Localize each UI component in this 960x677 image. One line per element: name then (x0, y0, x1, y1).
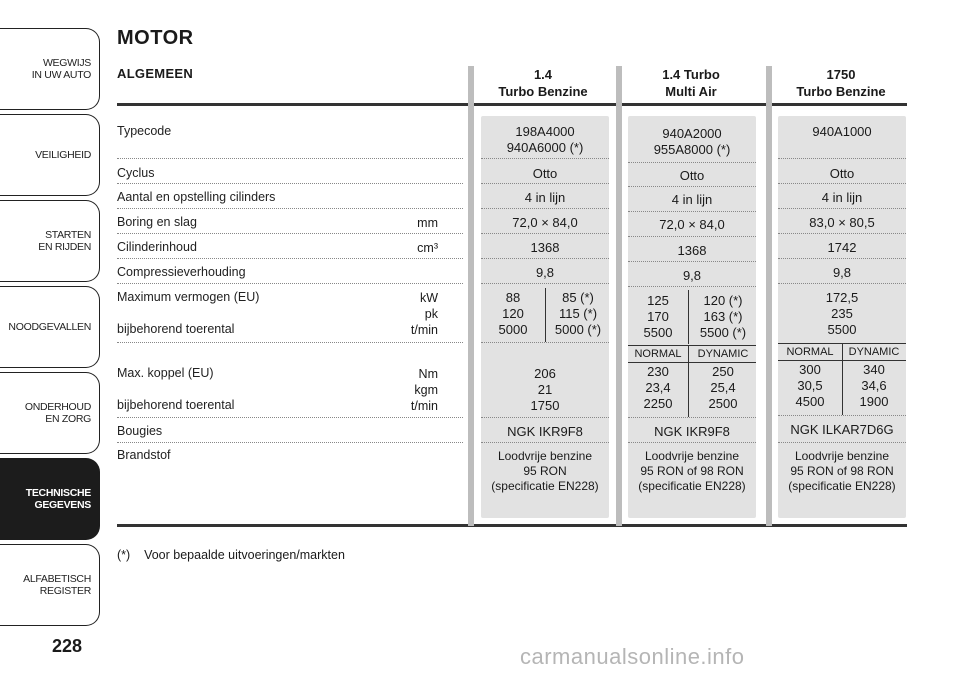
row-separator (117, 442, 463, 443)
row-label-inhoud: Cilinderinhoud (117, 240, 197, 254)
tab-noodgevallen[interactable]: NOODGEVALLEN (0, 286, 100, 368)
row-label-cilinders: Aantal en opstelling cilinders (117, 190, 276, 204)
row-unit-vermogen: kW pk t/min (410, 291, 438, 337)
cell-compressie-c2: 9,8 (682, 268, 702, 283)
tab-wegwijs[interactable]: WEGWIJS IN UW AUTO (0, 28, 100, 110)
cell-separator (778, 158, 906, 159)
tab-register[interactable]: ALFABETISCH REGISTER (0, 544, 100, 626)
cell-cilinders-c2: 4 in lijn (671, 192, 713, 207)
cell-rule (628, 345, 756, 346)
row-separator (117, 158, 463, 159)
tab-onderhoud[interactable]: ONDERHOUD EN ZORG (0, 372, 100, 454)
cell-separator (628, 442, 756, 443)
column-header-1: 1.4 Turbo Benzine (498, 67, 588, 99)
cell-koppel-c1: 206 21 1750 (530, 366, 560, 413)
cell-brandstof-c3: Loodvrije benzine 95 RON of 98 RON (specificatie EN228) (788, 449, 896, 493)
cell-vermogen-c2a: 125 170 5500 (643, 293, 673, 340)
cell-typecode-c3: 940A1000 (812, 124, 872, 139)
cell-boring-c1: 72,0 × 84,0 (512, 215, 578, 230)
cell-separator (628, 211, 756, 212)
cell-separator (481, 417, 609, 418)
cell-separator (481, 208, 609, 209)
cell-brandstof-c2: Loodvrije benzine 95 RON of 98 RON (specificatie EN228) (638, 449, 746, 493)
cell-inhoud-c3: 1742 (827, 240, 857, 255)
cell-cyclus-c2: Otto (679, 168, 705, 183)
column-divider (468, 66, 474, 526)
tab-starten[interactable]: STARTEN EN RIJDEN (0, 200, 100, 282)
row-separator (117, 258, 463, 259)
footnote: (*) Voor bepaalde uitvoeringen/markten (117, 548, 345, 562)
cell-separator (481, 183, 609, 184)
tab-technische-gegevens[interactable]: TECHNISCHE GEGEVENS (0, 458, 100, 540)
row-label-boring: Boring en slag (117, 215, 197, 229)
cell-inhoud-c1: 1368 (530, 240, 560, 255)
page-number: 228 (52, 636, 83, 656)
cell-boring-c3: 83,0 × 80,5 (809, 215, 875, 230)
row-separator (117, 283, 463, 284)
row-label-compressie: Compressieverhouding (117, 265, 246, 279)
cell-cyclus-c1: Otto (532, 166, 558, 181)
row-label-cyclus: Cyclus (117, 166, 155, 180)
row-separator (117, 183, 463, 184)
cell-vermogen-c1b: 85 (*) 115 (*) 5000 (*) (554, 290, 602, 337)
row-separator (117, 233, 463, 234)
mode-dynamic-label: DYNAMIC (848, 346, 900, 358)
cell-separator (628, 261, 756, 262)
cell-vermogen-c2b: 120 (*) 163 (*) 5500 (*) (699, 293, 747, 340)
cell-koppel-c2a: 230 23,4 2250 (643, 364, 673, 411)
column-divider (616, 66, 622, 526)
row-label-vermogen: Maximum vermogen (EU) (117, 290, 260, 304)
cell-separator (628, 162, 756, 163)
cell-koppel-c3b: 340 34,6 1900 (859, 362, 889, 409)
cell-typecode-c2: 940A2000 955A8000 (*) (653, 126, 731, 157)
cell-bougies-c3: NGK ILKAR7D6G (790, 422, 894, 437)
column-header-2: 1.4 Turbo Multi Air (662, 67, 720, 99)
cell-separator (481, 342, 609, 343)
cell-separator (778, 442, 906, 443)
mode-dynamic-label: DYNAMIC (697, 348, 749, 360)
row-label-koppel-toerental: bijbehorend toerental (117, 398, 235, 412)
page-title: MOTOR (117, 27, 194, 49)
cell-typecode-c1: 198A4000 940A6000 (*) (506, 124, 584, 155)
cell-separator (481, 442, 609, 443)
cell-separator (778, 258, 906, 259)
cell-separator (628, 286, 756, 287)
row-unit-inhoud: cm³ (417, 241, 438, 255)
cell-compressie-c3: 9,8 (832, 265, 852, 280)
cell-cilinders-c3: 4 in lijn (821, 190, 863, 205)
column-divider (766, 66, 772, 526)
cell-separator (778, 415, 906, 416)
cell-koppel-c3a: 300 30,5 4500 (795, 362, 825, 409)
cell-cyclus-c3: Otto (829, 166, 855, 181)
row-label-koppel: Max. koppel (EU) (117, 366, 214, 380)
cell-compressie-c1: 9,8 (535, 265, 555, 280)
mode-normal-label: NORMAL (634, 348, 682, 360)
column-header-3: 1750 Turbo Benzine (796, 67, 886, 99)
cell-boring-c2: 72,0 × 84,0 (659, 217, 725, 232)
section-title: ALGEMEEN (117, 66, 194, 81)
cell-separator (778, 283, 906, 284)
cell-separator (628, 236, 756, 237)
row-unit-koppel: Nm kgm t/min (410, 367, 438, 413)
cell-brandstof-c1: Loodvrije benzine 95 RON (specificatie EN228) (491, 449, 599, 493)
cell-cilinders-c1: 4 in lijn (524, 190, 566, 205)
cell-separator (481, 233, 609, 234)
cell-separator (481, 258, 609, 259)
cell-bougies-c1: NGK IKR9F8 (507, 424, 583, 439)
cell-separator (778, 208, 906, 209)
cell-bougies-c2: NGK IKR9F8 (654, 424, 730, 439)
cell-inhoud-c2: 1368 (677, 243, 707, 258)
row-label-bougies: Bougies (117, 424, 163, 438)
watermark: carmanualsonline.info (520, 644, 745, 669)
row-unit-boring: mm (417, 216, 438, 230)
cell-koppel-c2b: 250 25,4 2500 (708, 364, 738, 411)
cell-separator (628, 186, 756, 187)
cell-rule (628, 362, 756, 363)
cell-separator (778, 183, 906, 184)
row-label-typecode: Typecode (117, 124, 172, 138)
cell-separator (778, 233, 906, 234)
cell-vermogen-c1a: 88 120 5000 (498, 290, 528, 337)
cell-separator (628, 417, 756, 418)
row-separator (117, 342, 463, 343)
cell-separator (481, 283, 609, 284)
row-label-brandstof: Brandstof (117, 448, 171, 462)
footer-rule (117, 524, 907, 527)
mode-normal-label: NORMAL (786, 346, 834, 358)
tab-veiligheid[interactable]: VEILIGHEID (0, 114, 100, 196)
header-rule (117, 103, 907, 106)
cell-vermogen-c3: 172,5 235 5500 (825, 290, 859, 337)
cell-separator (481, 158, 609, 159)
row-separator (117, 417, 463, 418)
row-separator (117, 208, 463, 209)
row-label-toerental: bijbehorend toerental (117, 322, 235, 336)
